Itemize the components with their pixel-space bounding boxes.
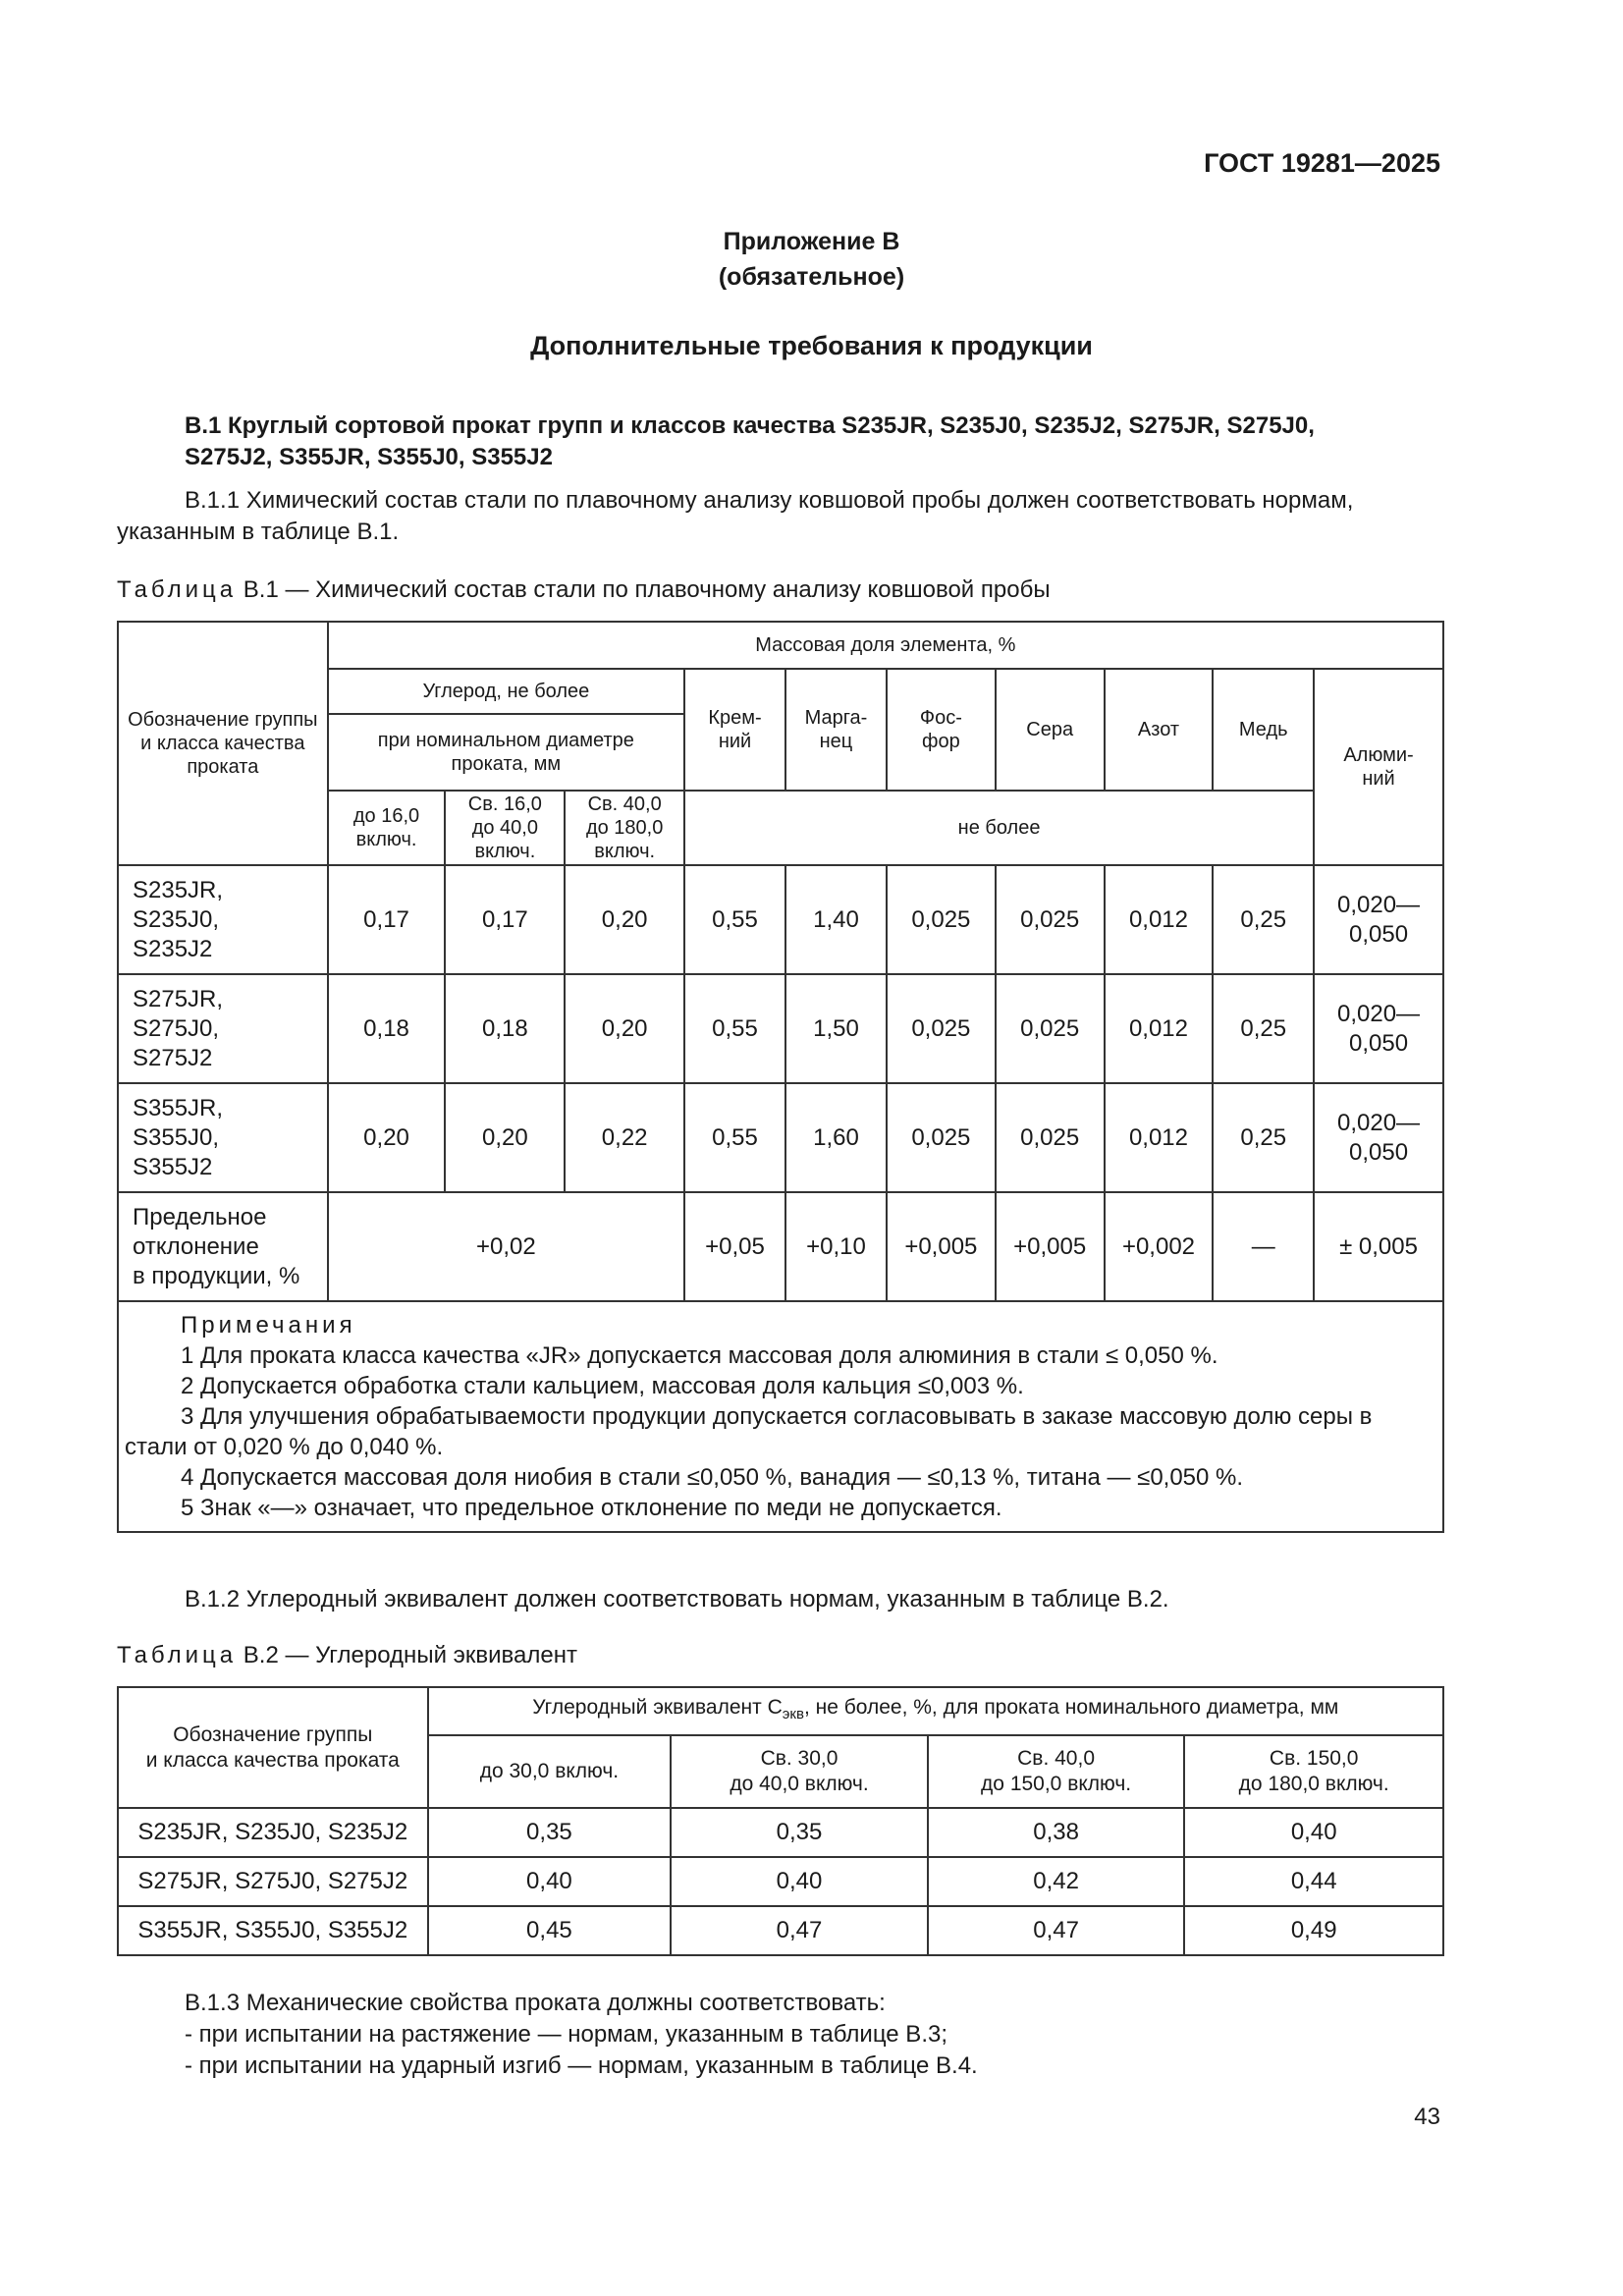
value-cell: 0,47 [671,1906,928,1955]
header-designation: Обозначение группы и класса качества проката [118,1687,428,1808]
value-cell: 0,42 [928,1857,1185,1906]
header-designation: Обозначение группы и класса качества проката [118,622,328,865]
value-cell: 0,012 [1105,865,1214,974]
grade-cell: S355JR, S355J0, S355J2 [118,1083,328,1192]
grade-cell: S275JR, S275J0, S275J2 [118,974,328,1083]
value-cell: 0,17 [445,865,565,974]
header-diameter-4: Св. 150,0 до 180,0 включ. [1184,1735,1443,1808]
value-cell: 0,025 [996,974,1105,1083]
value-cell: — [1213,1192,1314,1301]
header-copper: Медь [1213,669,1314,791]
note-3-continued: стали от 0,020 % до 0,040 %. [125,1434,444,1460]
appendix-title: Приложение В [723,228,900,255]
note-4: 4 Допускается массовая доля ниобия в стали ≤0,050 %, ванадия — ≤0,13 %, титана — ≤0,050 %. [181,1464,1244,1491]
header-nitrogen: Азот [1105,669,1214,791]
value-cell: 0,025 [887,865,996,974]
chemical-composition-table [117,621,1444,1533]
value-cell: 0,49 [1184,1906,1443,1955]
value-cell: 0,020— 0,050 [1314,865,1443,974]
grade-cell: S235JR, S235J0, S235J2 [118,1808,428,1857]
carbon-equivalent-table [117,1686,1444,1956]
value-cell: 0,20 [565,865,684,974]
deviation-label: Предельное отклонение в продукции, % [118,1192,328,1301]
value-cell: 0,012 [1105,1083,1214,1192]
value-cell: 0,020— 0,050 [1314,1083,1443,1192]
value-cell: 0,025 [996,1083,1105,1192]
value-cell: 0,44 [1184,1857,1443,1906]
header-diameter-1: до 16,0 включ. [328,791,446,865]
grade-cell: S275JR, S275J0, S275J2 [118,1857,428,1906]
table2-caption: Таблица В.2 — Углеродный эквивалент [117,1642,577,1668]
value-cell: +0,05 [684,1192,785,1301]
note-5: 5 Знак «—» означает, что предельное отклонение по меди не допускается. [181,1495,1002,1521]
header-mass-fraction: Массовая доля элемента, % [328,622,1443,669]
header-silicon: Крем-ний [684,669,785,791]
header-carbon-equivalent: Углеродный эквивалент $С_{экв}$, не более, %, для проката номинального диаметра, мм [428,1687,1443,1735]
value-cell: 0,18 [328,974,446,1083]
header-diameter-3: Св. 40,0 до 180,0 включ. [565,791,684,865]
note-2: 2 Допускается обработка стали кальцием, массовая доля кальция ≤0,003 %. [181,1373,1024,1399]
header-diameter-1: до 30,0 включ. [428,1735,672,1808]
value-cell: 0,35 [428,1808,672,1857]
section-heading-b1: В.1 Круглый сортовой прокат групп и классов качества S235JR, S235J0, S235J2, S275JR, S275J0, S275J2, S355JR, S355J0, S355J2 [185,412,1315,470]
value-cell: 1,40 [785,865,887,974]
appendix-status: (обязательное) [718,263,905,291]
value-cell: 0,47 [928,1906,1185,1955]
value-cell: +0,02 [328,1192,684,1301]
value-cell: 0,55 [684,1083,785,1192]
header-diameter-3: Св. 40,0 до 150,0 включ. [928,1735,1185,1808]
header-aluminum: Алюми-ний [1314,669,1443,865]
table-row [118,1808,1443,1857]
value-cell: 0,17 [328,865,446,974]
header-carbon: Углерод, не более [328,669,684,714]
value-cell: +0,005 [996,1192,1105,1301]
value-cell: 0,45 [428,1906,672,1955]
value-cell: 0,55 [684,974,785,1083]
table-row [118,974,1443,1083]
header-no-more: не более [684,791,1314,865]
value-cell: 0,40 [428,1857,672,1906]
note-3: 3 Для улучшения обрабатываемости продукции допускается согласовывать в заказе массовую долю серы в [181,1403,1373,1430]
value-cell: 0,025 [996,865,1105,974]
grade-cell: S355JR, S355J0, S355J2 [118,1906,428,1955]
value-cell: +0,10 [785,1192,887,1301]
list-tensile: - при испытании на растяжение — нормам, указанным в таблице В.3; [185,2021,947,2048]
table-row [118,1083,1443,1192]
value-cell: 0,22 [565,1083,684,1192]
header-diameter: при номинальном диаметре проката, мм [328,714,684,791]
appendix-heading: Дополнительные требования к продукции [530,331,1093,360]
value-cell: 0,25 [1213,865,1314,974]
value-cell: 0,18 [445,974,565,1083]
value-cell: 0,025 [887,974,996,1083]
value-cell: 0,40 [671,1857,928,1906]
deviation-row [118,1192,1443,1301]
value-cell: 0,012 [1105,974,1214,1083]
value-cell: 0,25 [1213,974,1314,1083]
notes-title: Примечания [181,1312,356,1339]
value-cell: 0,35 [671,1808,928,1857]
value-cell: 0,40 [1184,1808,1443,1857]
table-row [118,1857,1443,1906]
paragraph-b12: В.1.2 Углеродный эквивалент должен соответствовать нормам, указанным в таблице В.2. [185,1586,1169,1613]
note-1: 1 Для проката класса качества «JR» допускается массовая доля алюминия в стали ≤ 0,050 %. [181,1342,1218,1369]
header-phosphorus: Фос-фор [887,669,996,791]
paragraph-b11: В.1.1 Химический состав стали по плавочному анализу ковшовой пробы должен соответствовать нормам, указанным в таблице В.1. [117,487,1354,545]
paragraph-b13: В.1.3 Механические свойства проката должны соответствовать: [185,1990,886,2016]
list-impact: - при испытании на ударный изгиб — нормам, указанным в таблице В.4. [185,2052,978,2079]
value-cell: 0,025 [887,1083,996,1192]
table-row [118,1906,1443,1955]
value-cell: 0,20 [565,974,684,1083]
table-notes [118,1301,1443,1532]
value-cell: 1,50 [785,974,887,1083]
page-number: 43 [1414,2104,1440,2130]
header-diameter-2: Св. 30,0 до 40,0 включ. [671,1735,928,1808]
value-cell: 0,20 [328,1083,446,1192]
table1-caption: Таблица В.1 — Химический состав стали по плавочному анализу ковшовой пробы [117,576,1051,603]
header-sulfur: Сера [996,669,1105,791]
value-cell: 0,25 [1213,1083,1314,1192]
value-cell: +0,005 [887,1192,996,1301]
header-manganese: Марга-нец [785,669,887,791]
value-cell: ± 0,005 [1314,1192,1443,1301]
standard-number: ГОСТ 19281—2025 [1204,148,1440,178]
header-diameter-2: Св. 16,0 до 40,0 включ. [445,791,565,865]
value-cell: 0,38 [928,1808,1185,1857]
table-row [118,865,1443,974]
value-cell: 0,55 [684,865,785,974]
value-cell: 0,020— 0,050 [1314,974,1443,1083]
value-cell: +0,002 [1105,1192,1214,1301]
grade-cell: S235JR, S235J0, S235J2 [118,865,328,974]
value-cell: 0,20 [445,1083,565,1192]
value-cell: 1,60 [785,1083,887,1192]
